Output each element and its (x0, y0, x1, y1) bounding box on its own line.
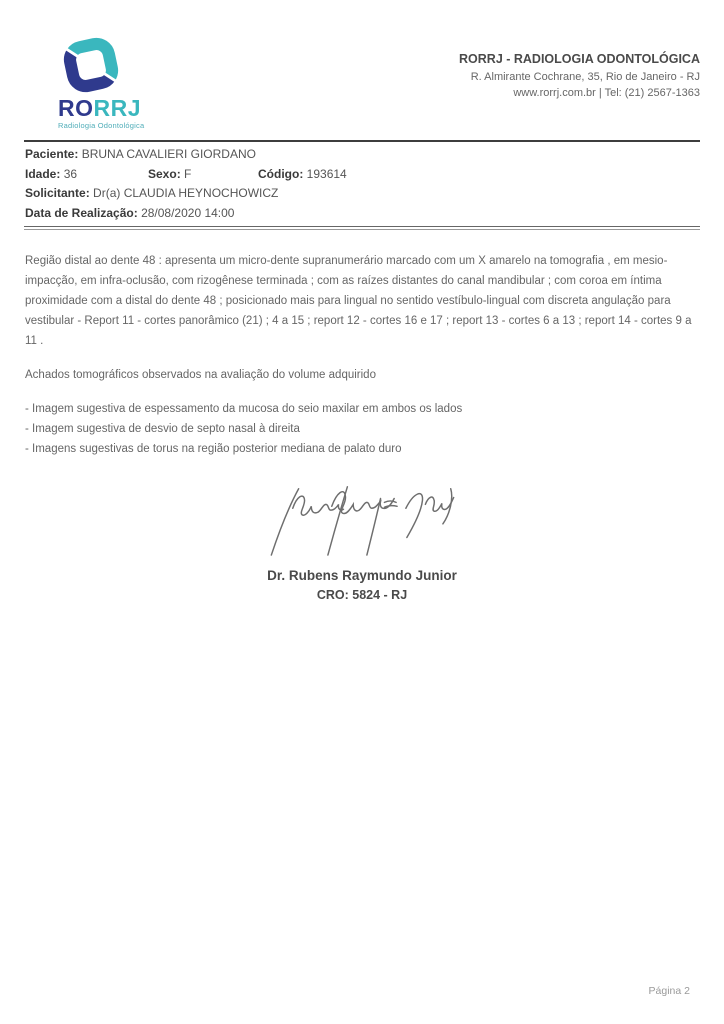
report-body (25, 251, 700, 459)
patient-info (25, 145, 700, 223)
requesting-doctor-label: Solicitante: (25, 186, 94, 201)
finding-item: - Imagem sugestiva de desvio de septo nasal à direita (25, 423, 300, 436)
findings-list (25, 399, 700, 459)
exam-date-row (25, 204, 700, 224)
requesting-doctor-value: Dr(a) CLAUDIA HEYNOCHOWICZ (93, 186, 279, 201)
patient-name-value: BRUNA CAVALIERI GIORDANO (81, 147, 256, 161)
clinic-name: RORRJ - RADIOLOGIA ODONTOLÓGICA (459, 52, 700, 66)
doctor-cro: CRO: 5824 - RJ (316, 588, 408, 603)
doctor-name: Dr. Rubens Raymundo Junior (267, 568, 457, 584)
page-number: Página 2 (648, 985, 690, 997)
clinic-logo (58, 36, 144, 130)
logo-wordmark-right: RRJ (93, 95, 142, 121)
patient-info-divider (24, 226, 700, 230)
report-paragraph: Região distal ao dente 48 : apresenta um micro-dente supranumerário marcado com um X amarelo na tomografia , em mesio-impacção, em infra-oclusão, com rizogênese terminada ; com as raízes distantes do canal mandibular ; com coroa em íntima proximidade com a distal do dente 48 ; posicionado mais para lingual no sentido vestíbulo-lingual com discreta angulação para vestibular - Report 11 - cortes panorâmico (21) ; 4 a 15 ; report 12 - cortes 16 e 17 ; report 13 - cortes 6 a 13 ; report 14 - cortes 9 a 11 . (25, 255, 692, 348)
patient-name-row (25, 145, 700, 165)
exam-date-label: Data de Realização: (25, 205, 142, 220)
logo-wordmark-left: RO (58, 95, 94, 121)
finding-item: - Imagem sugestiva de espessamento da mucosa do seio maxilar em ambos os lados (25, 403, 463, 416)
requesting-doctor-row (25, 184, 700, 204)
finding-item: - Imagens sugestivas de torus na região posterior mediana de palato duro (25, 443, 402, 456)
signature-image (267, 479, 457, 557)
header-divider (24, 140, 700, 142)
patient-sex: Sexo: F (148, 166, 192, 181)
logo-tagline: Radiologia Odontológica (58, 121, 145, 130)
clinic-address: R. Almirante Cochrane, 35, Rio de Janeiro - RJ (470, 71, 700, 83)
header (24, 36, 700, 130)
patient-age: Idade: 36 (25, 166, 78, 181)
findings-heading: Achados tomográficos observados na avaliação do volume adquirido (25, 369, 376, 382)
rorrj-logo-icon (62, 36, 120, 94)
exam-date-value: 28/08/2020 14:00 (141, 205, 235, 220)
patient-name-label: Paciente: (25, 147, 82, 161)
clinic-contact: www.rorrj.com.br | Tel: (21) 2567-1363 (513, 87, 700, 99)
clinic-info (459, 36, 700, 101)
patient-demographics-row (25, 165, 700, 185)
signature-block (0, 479, 724, 602)
logo-wordmark (58, 96, 144, 120)
patient-code: Código: 193614 (258, 166, 347, 181)
